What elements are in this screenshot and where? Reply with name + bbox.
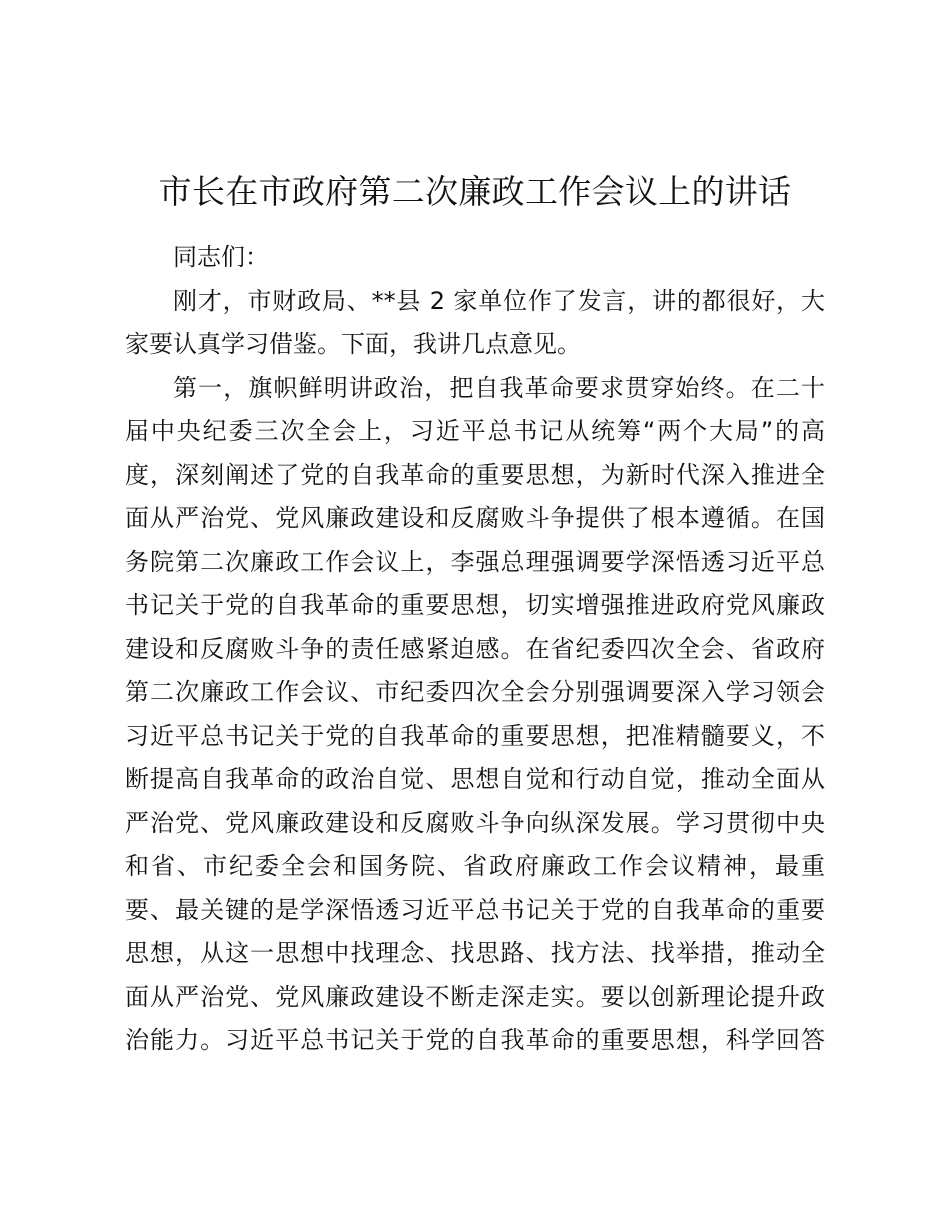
paragraph-2-line: 和省、市纪委全会和国务院、省政府廉政工作会议精神，最重: [125, 852, 825, 880]
paragraph-2-line: 治能力。习近平总书记关于党的自我革命的重要思想，科学回答: [125, 1026, 825, 1054]
paragraph-2-line: 建设和反腐败斗争的责任感紧迫感。在省纪委四次全会、省政府: [125, 634, 825, 663]
document-body: [125, 236, 825, 1063]
paragraph-2-line: 习近平总书记关于党的自我革命的重要思想，把准精髓要义，不: [125, 721, 825, 750]
document-title: 市长在市政府第二次廉政工作会议上的讲话: [158, 172, 792, 211]
paragraph-2-line: 严治党、党风廉政建设和反腐败斗争向纵深发展。学习贯彻中央: [125, 808, 825, 837]
paragraph-2-line: 书记关于党的自我革命的重要思想，切实增强推进政府党风廉政: [125, 591, 825, 619]
paragraph-1-line: 家要认真学习借鉴。下面，我讲几点意见。: [125, 330, 581, 358]
paragraph-2-line: 第一，旗帜鲜明讲政治，把自我革命要求贯穿始终。在二十: [173, 373, 825, 402]
paragraph-2-line: 要、最关键的是学深悟透习近平总书记关于党的自我革命的重要: [125, 895, 825, 924]
paragraph-2-line: 思想，从这一思想中找理念、找思路、找方法、找举措，推动全: [125, 939, 825, 967]
paragraph-2-line: 度，深刻阐述了党的自我革命的重要思想，为新时代深入推进全: [125, 460, 825, 489]
paragraph-1-line: 刚才，市财政局、**县 2 家单位作了发言，讲的都很好，大: [173, 286, 825, 315]
paragraph-2-line: 面从严治党、党风廉政建设和反腐败斗争提供了根本遵循。在国: [125, 504, 825, 532]
paragraph-2-line: 面从严治党、党风廉政建设不断走深走实。要以创新理论提升政: [125, 982, 825, 1011]
paragraph-2-line: 第二次廉政工作会议、市纪委四次全会分别强调要深入学习领会: [125, 678, 825, 706]
paragraph-2-line: 断提高自我革命的政治自觉、思想自觉和行动自觉，推动全面从: [125, 765, 825, 793]
salutation: 同志们：: [173, 243, 269, 271]
paragraph-2-line: 届中央纪委三次全会上，习近平总书记从统筹“两个大局”的高: [125, 417, 825, 445]
paragraph-2-line: 务院第二次廉政工作会议上，李强总理强调要学深悟透习近平总: [125, 547, 825, 576]
